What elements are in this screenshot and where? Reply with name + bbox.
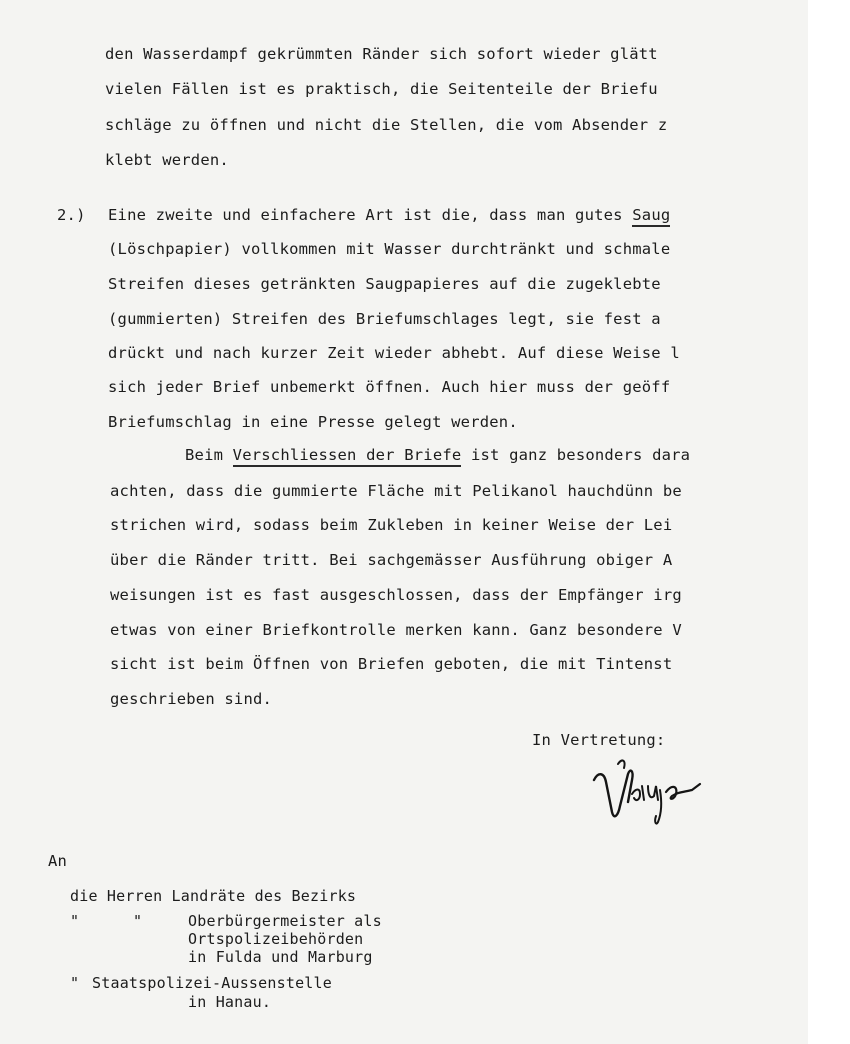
underlined-phrase: Verschliessen der Briefe xyxy=(233,446,462,467)
text-segment: Eine zweite und einfachere Art ist die, dass man gutes xyxy=(108,206,633,224)
recipient-line: in Fulda und Marburg xyxy=(188,948,373,966)
text-line: sicht ist beim Öffnen von Briefen geboten, die mit Tintenst xyxy=(110,655,673,673)
recipient-line: Oberbürgermeister als xyxy=(188,912,382,930)
text-line: weisungen ist es fast ausgeschlossen, dass der Empfänger irg xyxy=(110,586,682,604)
text-line: über die Ränder tritt. Bei sachgemässer Ausführung obiger A xyxy=(110,551,673,569)
recipient-line: in Hanau. xyxy=(188,993,272,1011)
recipients-heading: An xyxy=(48,852,68,870)
text-segment: Beim xyxy=(185,446,233,464)
text-line: Briefumschlag in eine Presse gelegt werden. xyxy=(108,413,518,431)
recipient-line: Ortspolizeibehörden xyxy=(188,930,364,948)
text-line: sich jeder Brief unbemerkt öffnen. Auch hier muss der geöff xyxy=(108,378,671,396)
text-line: (gummierten) Streifen des Briefumschlages legt, sie fest a xyxy=(108,310,661,328)
text-line: klebt werden. xyxy=(105,151,229,169)
item-number: 2.) xyxy=(57,206,86,224)
text-line: den Wasserdampf gekrümmten Ränder sich sofort wieder glätt xyxy=(105,45,658,63)
recipient-line: die Herren Landräte des Bezirks xyxy=(70,887,357,905)
underlined-word: Saug xyxy=(632,206,670,227)
recipient-line: Staatspolizei-Aussenstelle xyxy=(92,974,332,992)
ditto-mark: " xyxy=(133,912,143,930)
text-line: schläge zu öffnen und nicht die Stellen, die vom Absender z xyxy=(105,116,668,134)
text-line: strichen wird, sodass beim Zukleben in keiner Weise der Lei xyxy=(110,516,673,534)
text-line: drückt und nach kurzer Zeit wieder abhebt. Auf diese Weise l xyxy=(108,344,680,362)
text-line: vielen Fällen ist es praktisch, die Seitenteile der Briefu xyxy=(105,80,658,98)
closing-text: In Vertretung: xyxy=(532,731,666,749)
text-line: (Löschpapier) vollkommen mit Wasser durchtränkt und schmale xyxy=(108,240,671,258)
text-line: Streifen dieses getränkten Saugpapieres auf die zugeklebte xyxy=(108,275,661,293)
text-segment: ist ganz besonders dara xyxy=(461,446,691,464)
text-line xyxy=(185,446,690,464)
text-line: achten, dass die gummierte Fläche mit Pelikanol hauchdünn be xyxy=(110,482,682,500)
text-line: etwas von einer Briefkontrolle merken kann. Ganz besondere V xyxy=(110,621,682,639)
ditto-mark: " xyxy=(70,974,80,992)
text-line: geschrieben sind. xyxy=(110,690,273,708)
ditto-mark: " xyxy=(70,912,80,930)
text-line xyxy=(108,206,670,224)
signature-image xyxy=(588,750,708,830)
